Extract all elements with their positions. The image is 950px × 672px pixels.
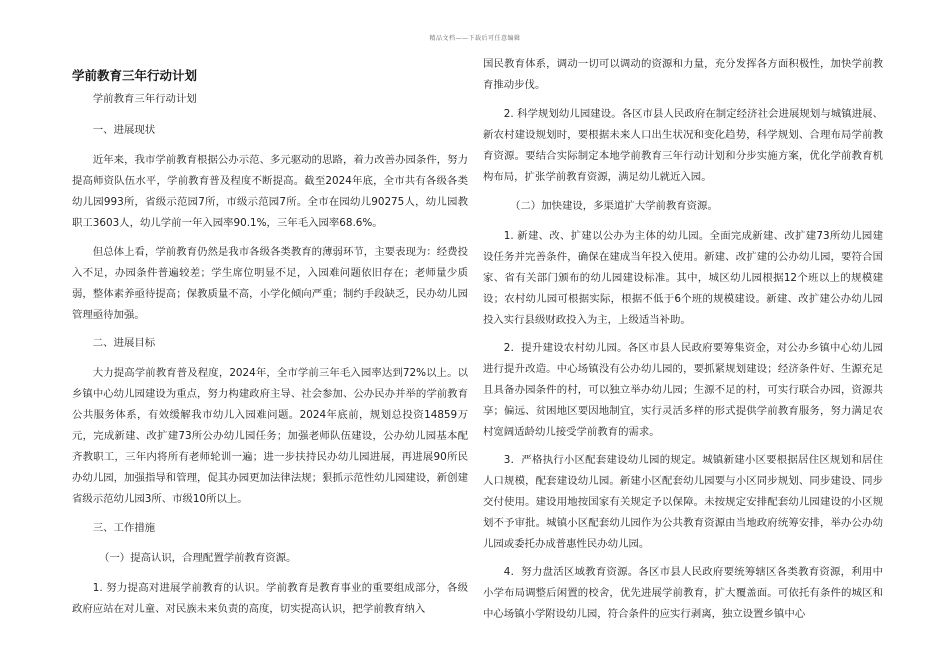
- subsection-heading-construction: （二）加快建设，多渠道扩大学前教育资源。: [510, 200, 718, 212]
- paragraph-regional-resources: 4．努力盘活区域教育资源。各区市县人民政府要统筹辖区各类教育资源，利用中小学布局调整后闲置的校舍，优先进展学前教育，扩大覆盖面。可依托有条件的城区和中心场镇小学附设幼儿园，符合条件的应实行剥离，独立设置乡镇中心: [483, 566, 883, 620]
- section-heading-measures: 三、工作措施: [92, 522, 156, 534]
- paragraph-new-kindergartens: 1. 新建、改、扩建以公办为主体的幼儿园。全面完成新建、改扩建73所幼儿园建设任务并完善条件，确保在建成当年投入使用。新建、改扩建的公办幼儿园，要符合国家、省有关部门颁布的幼儿园建设标准。其中，城区幼儿园根据12个班以上的规模建设；农村幼儿园可根据实际，根据不低于6个班的规模建设。新建、改扩建公办幼儿园投入实行县级财政投入为主，上级适当补助。: [483, 230, 883, 326]
- section-heading-goals: 二、进展目标: [92, 337, 156, 349]
- subsection-heading-awareness: （一）提高认识，合理配置学前教育资源。: [99, 552, 297, 564]
- paragraph-continuation: 国民教育体系，调动一切可以调动的资源和力量，充分发挥各方面积极性，加快学前教育推动步伐。: [483, 58, 883, 91]
- paragraph-status-overview: 近年来，我市学前教育根据公办示范、多元驱动的思路，着力改善办园条件，努力提高师资队伍水平，学前教育普及程度不断提高。截至2024年底，全市共有各级各类幼儿园993所，省级示范园7所，市级示范园7所。全市在园幼儿90275人，幼儿园教职工3603人，幼儿学前一年入园率90.1%，三年毛入园率68.6%。: [72, 154, 468, 229]
- paragraph-rural-kindergartens: 2．提升建设农村幼儿园。各区市县人民政府要筹集资金，对公办乡镇中心幼儿园进行提升改造。中心场镇没有公办幼儿园的，要抓紧规划建设；经济条件好、生源充足且具备办园条件的村，可以独立举办幼儿园；生源不足的村，可实行联合办园，资源共享；偏远、贫困地区要因地制宜，实行灵活多样的形式提供学前教育服务，努力满足农村宽阔适龄幼儿接受学前教育的需求。: [483, 342, 883, 438]
- page-header-watermark: 精品文档——下载后可任意编辑: [429, 35, 521, 42]
- document-subtitle: 学前教育三年行动计划: [92, 93, 197, 105]
- paragraph-status-problems: 但总体上看，学前教育仍然是我市各级各类教育的薄弱环节，主要表现为：经费投入不足，办园条件普遍较差；学生席位明显不足，入园难问题依旧存在；老师量少质弱，整体素养亟待提高；保教质量不高，小学化倾向严重；制约手段缺乏，民办幼儿园管理亟待加强。: [72, 246, 468, 321]
- document-title: 学前教育三年行动计划: [72, 68, 198, 83]
- paragraph-community-kindergartens: 3．严格执行小区配套建设幼儿园的规定。城镇新建小区要根据居住区规划和居住人口规模，配套建设幼儿园。新建小区配套幼儿园要与小区同步规划、同步建设、同步交付使用。建设用地按国家有关规定予以保障。未按规定安排配套幼儿园建设的小区规划不予审批。城镇小区配套幼儿园作为公共教育资源由当地政府统筹安排，举办公办幼儿园或委托办成普惠性民办幼儿园。: [483, 454, 883, 550]
- paragraph-measure-awareness: 1. 努力提高对进展学前教育的认识。学前教育是教育事业的重要组成部分，各级政府应站在对儿童、对民族未来负责的高度，切实提高认识，把学前教育纳入: [72, 582, 468, 615]
- paragraph-goals: 大力提高学前教育普及程度，2024年，全市学前三年毛入园率达到72%以上。以乡镇中心幼儿园建设为重点，努力构建政府主导、社会参加、公办民办并举的学前教育公共服务体系，有效缓解我市幼儿入园难问题。2024年底前，规划总投资14859万元，完成新建、改扩建73所公办幼儿园任务；加强老师队伍建设，公办幼儿园基本配齐教职工，三年内将所有老师轮训一遍；进一步扶持民办幼儿园进展，再进展90所民办幼儿园，加强指导和管理，促其办园更加法律法规；狠抓示范性幼儿园建设，新创建省级示范幼儿园3所、市级10所以上。: [72, 367, 468, 505]
- paragraph-planning: 2. 科学规划幼儿园建设。各区市县人民政府在制定经济社会进展规划与城镇进展、新农村建设规划时，要根据未来人口出生状况和变化趋势，科学规划、合理布局学前教育资源。要结合实际制定本地学前教育三年行动计划和分步实施方案，优化学前教育机构布局，扩张学前教育资源，满足幼儿就近入园。: [483, 108, 883, 183]
- section-heading-status: 一、进展现状: [92, 124, 156, 136]
